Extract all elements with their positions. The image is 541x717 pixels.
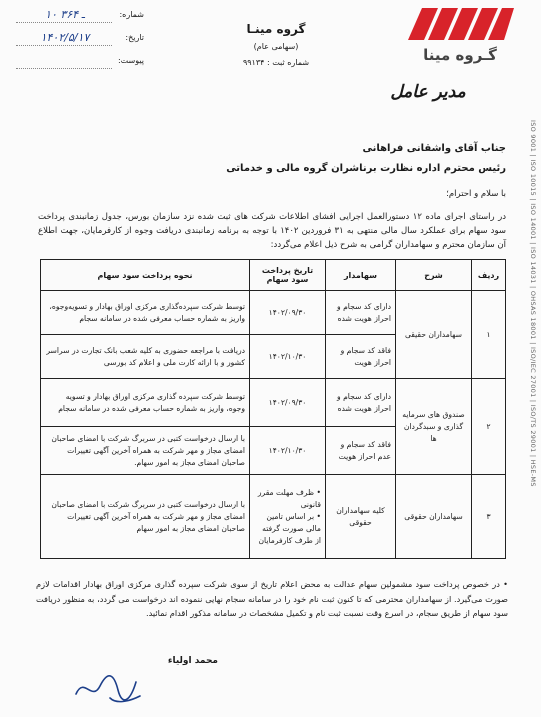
method-cell: با ارسال درخواست کتبی در سربرگ شرکت با امضای صاحبان امضای مجاز و مهر شرکت به همراه آخرین آگهی تغییرات صاحبان امضای مجاز به امور سهام <box>41 475 250 559</box>
table-header-row <box>41 260 506 291</box>
shareholder-cell: دارای کد سجام و احراز هویت شده <box>326 291 396 335</box>
handwritten-signature <box>70 668 150 708</box>
intro-paragraph: در راستای اجرای ماده ۱۲ دستورالعمل اجرایی افشای اطلاعات شرکت های ثبت شده نزد سازمان بورس، جدول زمانبندی پرداخت سود سهام برای عملکرد سال مالی منتهی به ۳۱ فروردین ۱۴۰۲ با توجه به برنامه زمانبندی دریافت وجوه از کارفرمایان، جهت اطلاع آن سازمان محترم و سهامداران گرامی به شرح ذیل اعلام می‌گردد: <box>38 212 507 250</box>
certifications-text: ISO 9001 | ISO 10015 | ISO 14001 | ISO 14031 | OHSAS 18001 | ISO/IEC 27001 | ISO/TS 29001 | HSE-MS <box>529 120 537 487</box>
number-value: ۱۰ ـ ۳۶۴ <box>45 8 85 21</box>
shareholder-cell: فاقد کد سجام و عدم احراز هویت <box>326 427 396 475</box>
logo-wordmark: گـروه مینا <box>423 46 497 64</box>
method-cell: دریافت با مراجعه حضوری به کلیه شعب بانک تجارت در سراسر کشور و با ارائه کارت ملی و اعلام کد بورسی <box>41 335 250 379</box>
date-cell: • ظرف مهلت مقرر قانونی • بر اساس تامین مالی صورت گرفته از طرف کارفرمایان <box>250 475 326 559</box>
table-row <box>41 291 506 335</box>
date-line <box>16 45 112 46</box>
header-description: شرح <box>396 260 472 291</box>
number-line <box>16 22 112 23</box>
attachment-line <box>16 68 112 69</box>
header-shareholder: سهامدار <box>326 260 396 291</box>
header-payment-method: نحوه پرداخت سود سهام <box>41 260 250 291</box>
greeting: با سلام و احترام؛ <box>446 189 506 199</box>
header-payment-date: تاریخ پرداخت سود سهام <box>250 260 326 291</box>
attachment-label: پیوست: <box>117 56 144 65</box>
shareholder-cell: فاقد کد سجام و احراز هویت <box>326 335 396 379</box>
executive-note: مدیر عامل <box>390 82 466 102</box>
header-row-number: ردیف <box>472 260 506 291</box>
row-number: ۱ <box>472 291 506 379</box>
company-type: (سهامی عام) <box>253 42 299 51</box>
number-label: شماره: <box>119 10 144 19</box>
company-name: گروه مینـا <box>246 22 306 36</box>
row-description: سهامداران حقیقی <box>396 291 472 379</box>
mina-group-logo <box>402 6 518 68</box>
shareholder-cell: کلیه سهامداران حقوقی <box>326 475 396 559</box>
row-number: ۳ <box>472 475 506 559</box>
row-description: صندوق های سرمایه گذاری و سبدگردان ها <box>396 379 472 475</box>
method-cell: با ارسال درخواست کتبی در سربرگ شرکت با امضای صاحبان امضای مجاز و مهر شرکت به همراه آخرین آگهی تغییرات صاحبان امضای مجاز به امور سهام. <box>41 427 250 475</box>
date-value: ۱۴۰۲/۵/۱۷ <box>40 31 90 44</box>
table-row <box>41 475 506 559</box>
method-cell: توسط شرکت سپرده گذاری مرکزی اوراق بهادار و تسویه وجوه، واریز به شماره حساب معرفی شده در سامانه سجام <box>41 379 250 427</box>
registration-number: شماره ثبت : ۹۹۱۳۴ <box>242 58 310 67</box>
footnote: • در خصوص پرداخت سود مشمولین سهام عدالت به محض اعلام تاریخ از سوی شرکت سپرده گذاری مرکزی اوراق بهادار اقدامات لازم صورت می‌گیرد. از سهامداران محترمی که تا کنون ثبت نام خود را در سامانه سجام نهایی ننموده اند درخواست می گردد، به منظور دریافت سود سهام از طریق سجام، در اسرع وقت نسبت ثبت نام و تکمیل مشخصات در سامانه مذکور اقدام نمائید. <box>36 579 508 618</box>
shareholder-cell: دارای کد سجام و احراز هویت شده <box>326 379 396 427</box>
dividend-schedule-table <box>40 259 506 559</box>
signer-name: محمد اولیاء <box>167 656 218 666</box>
date-cell: ۱۴۰۲/۱۰/۳۰ <box>250 335 326 379</box>
certifications-strip <box>521 120 537 710</box>
date-cell: ۱۴۰۲/۰۹/۳۰ <box>250 291 326 335</box>
table-row <box>41 379 506 427</box>
date-label: تاریخ: <box>125 33 144 42</box>
row-number: ۲ <box>472 379 506 475</box>
method-cell: توسط شرکت سپرده‌گذاری مرکزی اوراق بهادار و تسویه‌وجوه، واریز به شماره حساب معرفی شده در سامانه سجام <box>41 291 250 335</box>
addressee-title: رئیس محترم اداره نظارت برناشران گروه مالی و خدماتی <box>226 163 506 174</box>
date-cell: ۱۴۰۲/۱۰/۳۰ <box>250 427 326 475</box>
addressee: جناب آقای واشقانی فراهانی <box>362 143 506 154</box>
row-description: سهامداران حقوقی <box>396 475 472 559</box>
date-cell: ۱۴۰۲/۰۹/۳۰ <box>250 379 326 427</box>
